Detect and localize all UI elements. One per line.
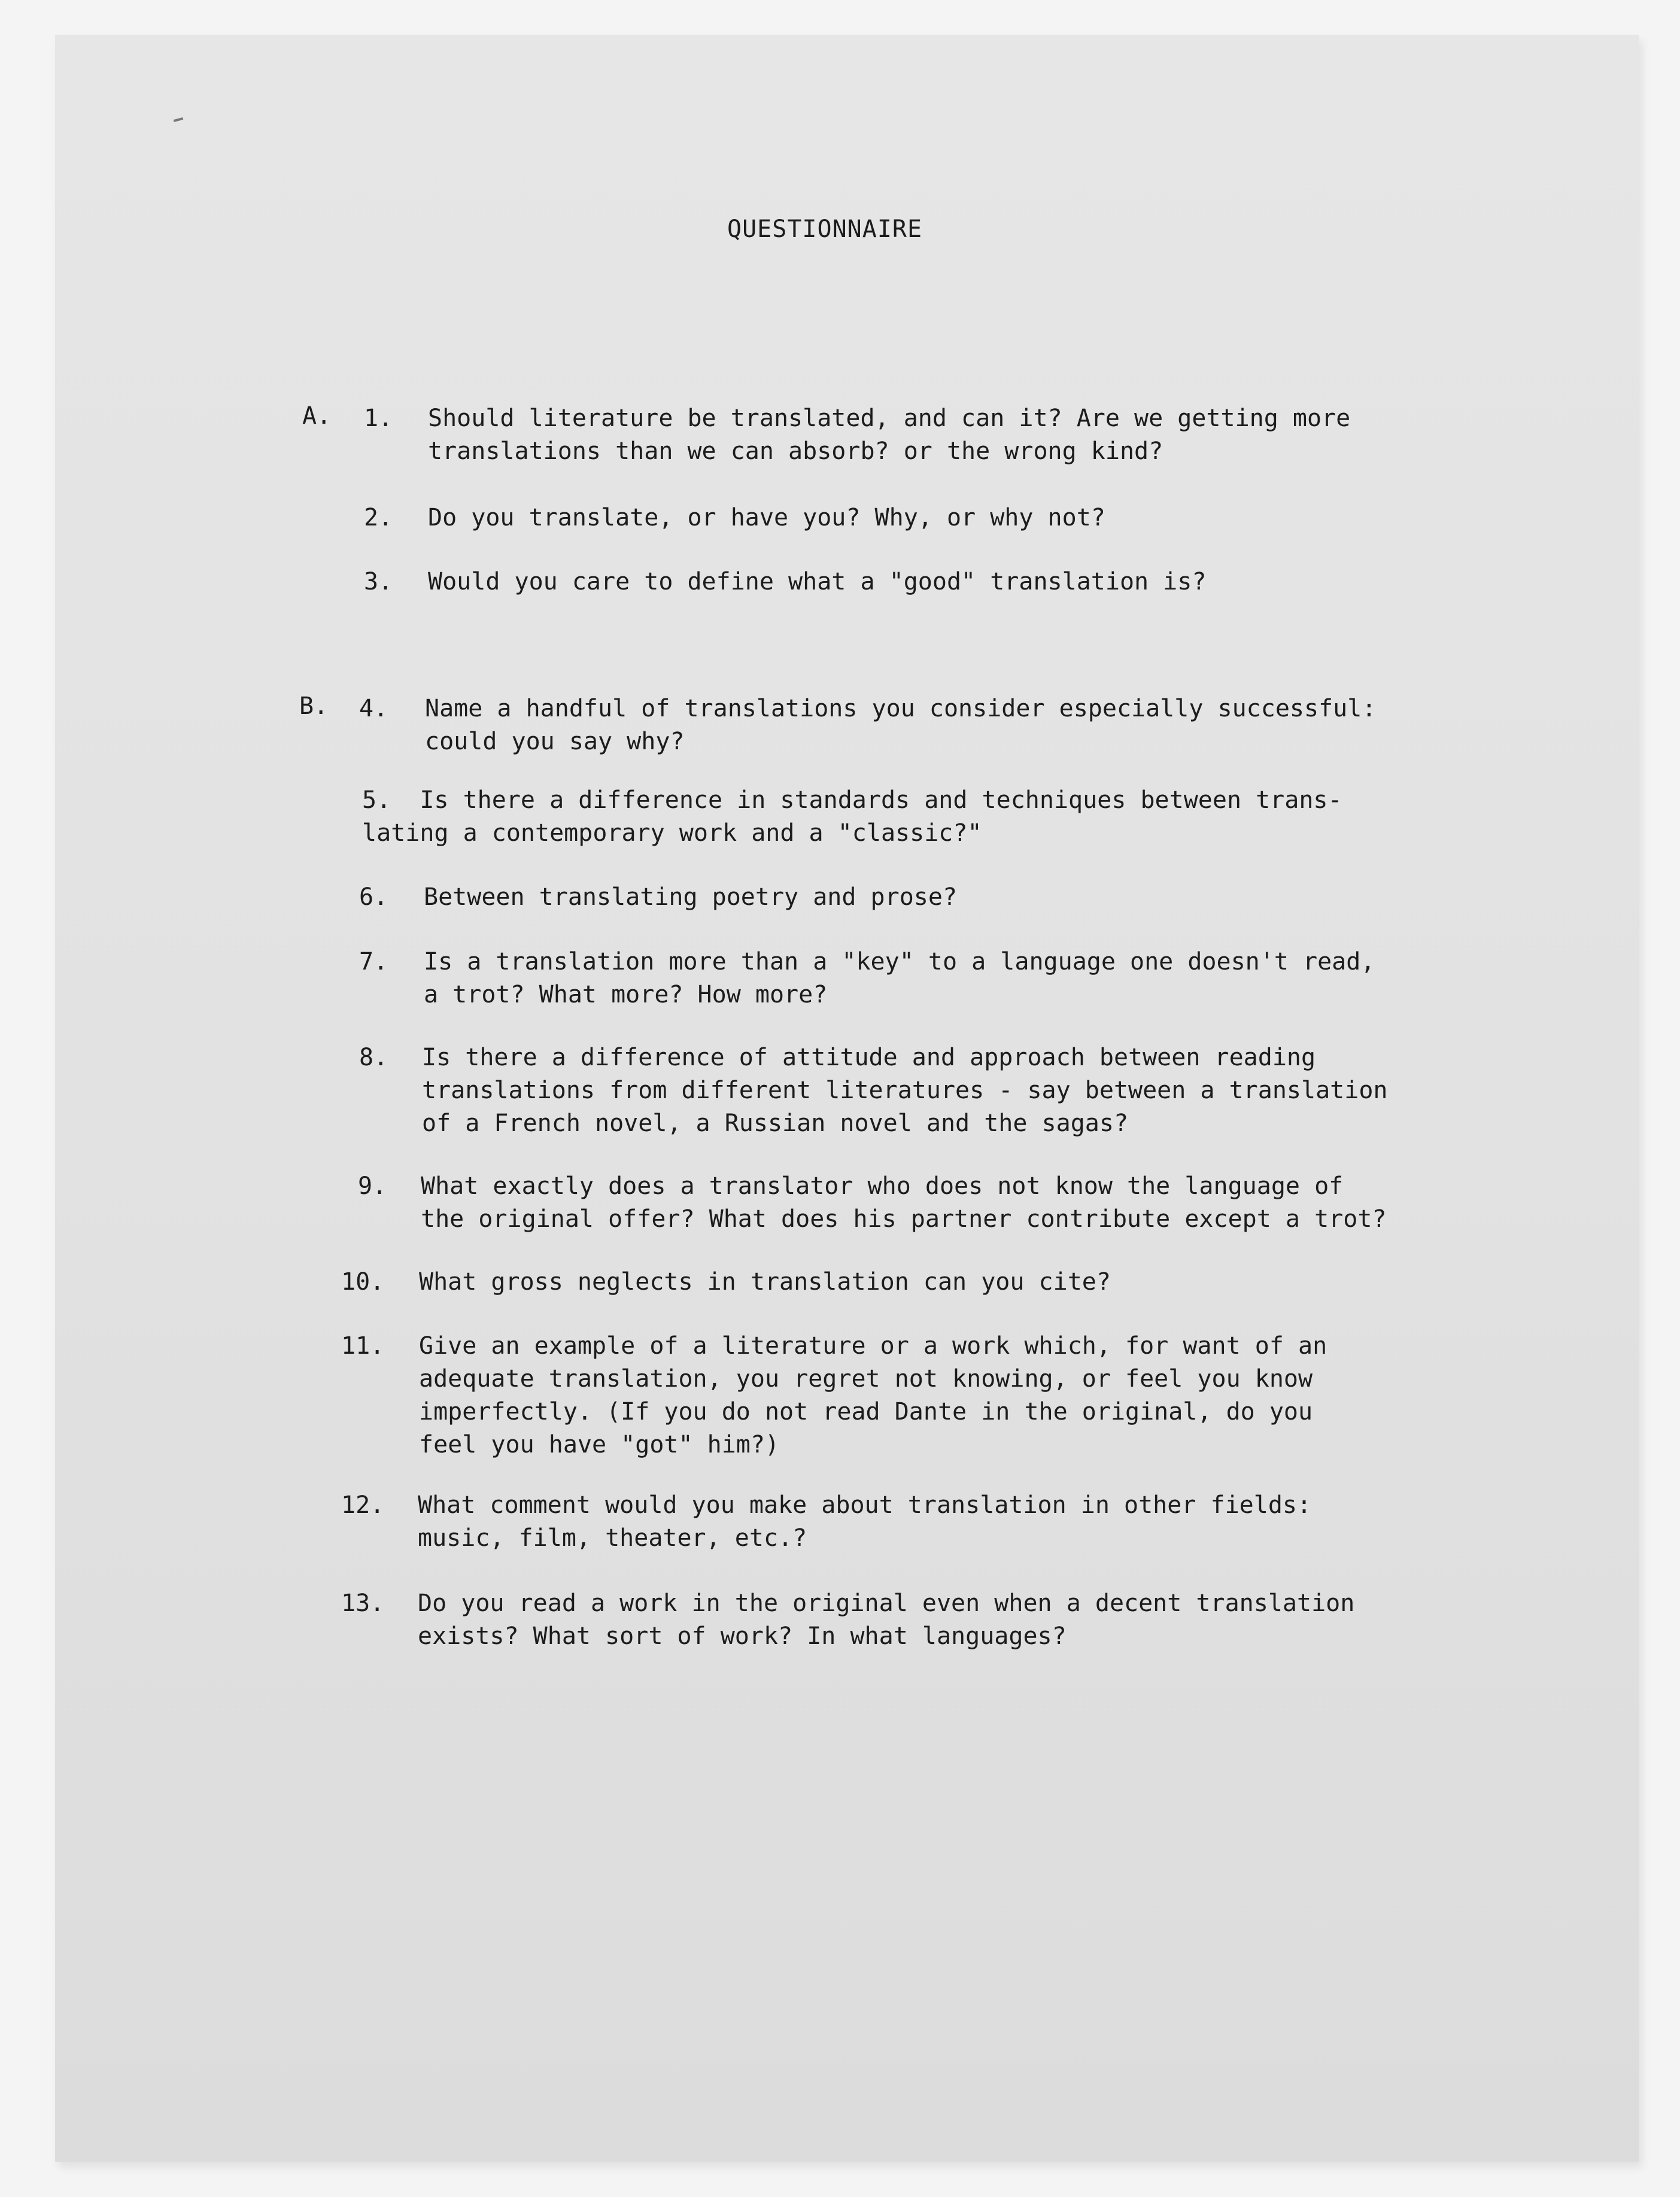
section-a-label: A. xyxy=(302,402,332,430)
question-line: Is a translation more than a "key" to a language one doesn't read, xyxy=(424,948,1375,976)
question-line: could you say why? xyxy=(425,728,685,755)
question-line: Give an example of a literature or a work which, for want of an xyxy=(419,1332,1327,1360)
question-line xyxy=(362,784,1342,817)
question-number: 4. xyxy=(359,695,388,722)
question-line: What comment would you make about translation in other fields: xyxy=(418,1491,1312,1519)
question-number: 13. xyxy=(341,1590,385,1617)
question-number: 3. xyxy=(364,568,393,595)
question-line: Name a handful of translations you consider especially successful: xyxy=(425,695,1377,722)
question-number: 7. xyxy=(359,948,388,976)
question-number: 1. xyxy=(364,405,393,432)
question-line: adequate translation, you regret not knowing, or feel you know xyxy=(419,1365,1313,1393)
page-title: QUESTIONNAIRE xyxy=(727,215,923,243)
question-line: exists? What sort of work? In what languages? xyxy=(418,1622,1067,1650)
question-line: Is there a difference of attitude and approach between reading xyxy=(422,1044,1316,1071)
question-line: translations than we can absorb? or the wrong kind? xyxy=(428,437,1163,465)
question-line: a trot? What more? How more? xyxy=(424,981,828,1008)
question-line: feel you have "got" him?) xyxy=(419,1431,780,1458)
question-line: What gross neglects in translation can you cite? xyxy=(419,1268,1111,1296)
question-number: 6. xyxy=(359,883,388,911)
question-number: 8. xyxy=(359,1044,388,1071)
stray-mark xyxy=(174,117,183,122)
question-number: 12. xyxy=(341,1491,385,1519)
question-line: Should literature be translated, and can it? Are we getting more xyxy=(428,405,1351,432)
question-line: What exactly does a translator who does not know the language of xyxy=(421,1172,1344,1200)
question-line-text: Is there a difference in standards and techniques between trans- xyxy=(420,786,1342,814)
question-line: the original offer? What does his partner contribute except a trot? xyxy=(421,1205,1387,1233)
question-number: 2. xyxy=(364,504,393,531)
question-line: translations from different literatures - say between a translation xyxy=(422,1077,1388,1104)
section-b-label: B. xyxy=(299,692,329,720)
question-line: Between translating poetry and prose? xyxy=(424,883,958,911)
question-line: of a French novel, a Russian novel and the sagas? xyxy=(422,1110,1129,1137)
question-line: Would you care to define what a "good" translation is? xyxy=(428,568,1207,595)
question-line: Do you translate, or have you? Why, or why not? xyxy=(428,504,1105,531)
question-line: lating a contemporary work and a "classic?" xyxy=(362,819,982,847)
question-number: 9. xyxy=(358,1172,387,1200)
question-number: 5. xyxy=(362,786,391,814)
question-number: 11. xyxy=(341,1332,385,1360)
question-number: 10. xyxy=(341,1268,385,1296)
question-line: Do you read a work in the original even when a decent translation xyxy=(418,1590,1355,1617)
question-line: music, film, theater, etc.? xyxy=(418,1524,807,1552)
question-line: imperfectly. (If you do not read Dante in the original, do you xyxy=(419,1398,1313,1426)
